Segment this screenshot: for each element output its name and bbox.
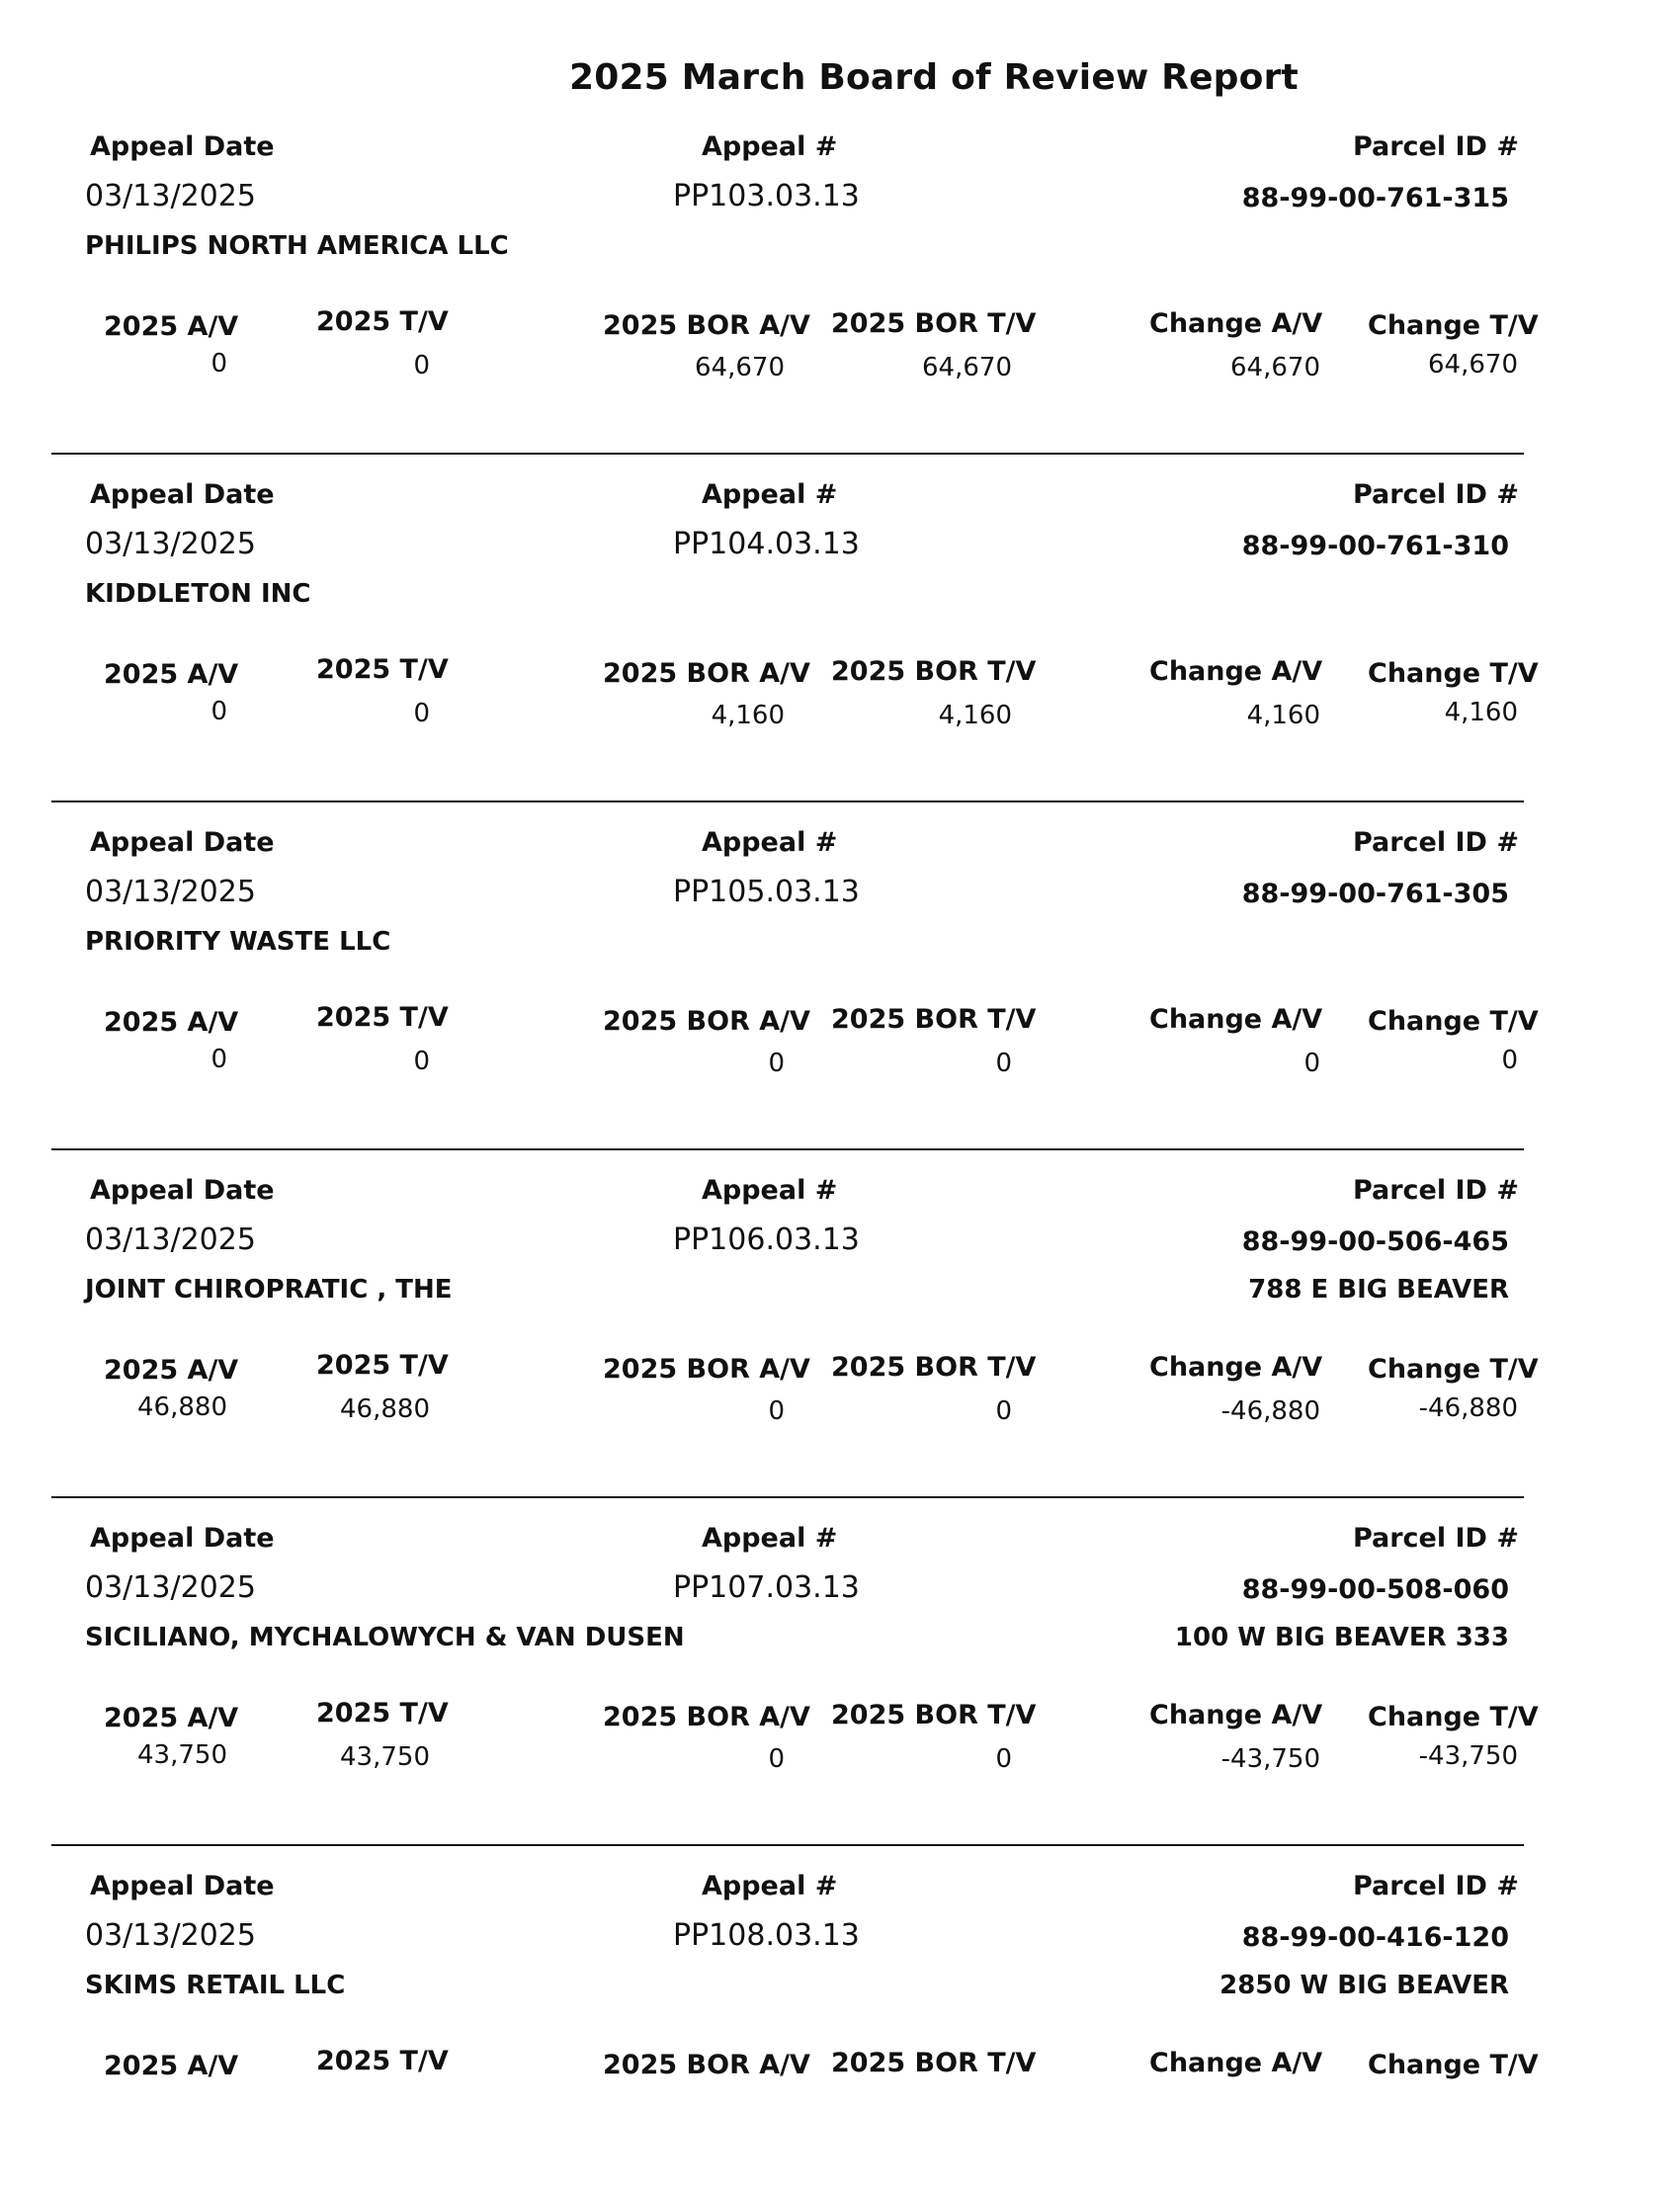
col-bor-tv-label: 2025 BOR T/V: [831, 2048, 1037, 2078]
owner-name: JOINT CHIROPRATIC , THE: [85, 1275, 453, 1305]
value-bor-av: 4,160: [711, 701, 785, 730]
parcel-id-label: Parcel ID #: [1352, 1175, 1519, 1206]
value-2025-av: 43,750: [137, 1740, 227, 1770]
owner-name: PHILIPS NORTH AMERICA LLC: [85, 231, 509, 261]
appeal-number-value: PP108.03.13: [673, 1918, 860, 1953]
appeal-date-label: Appeal Date: [90, 131, 275, 162]
col-2025-tv-label: 2025 T/V: [316, 1698, 449, 1728]
col-change-av-label: Change A/V: [1149, 656, 1323, 687]
value-bor-tv: 0: [995, 1744, 1012, 1774]
appeal-number-label: Appeal #: [702, 827, 838, 858]
appeal-date-value: 03/13/2025: [85, 1918, 256, 1953]
appeal-record: [0, 1148, 1680, 1496]
value-change-av: 64,670: [1230, 353, 1320, 382]
value-2025-av: 0: [210, 697, 227, 726]
appeal-number-value: PP107.03.13: [673, 1570, 860, 1605]
appeal-number-label: Appeal #: [702, 1871, 838, 1901]
col-bor-av-label: 2025 BOR A/V: [603, 2050, 810, 2080]
col-change-av-label: Change A/V: [1149, 308, 1323, 339]
appeal-date-value: 03/13/2025: [85, 527, 256, 561]
appeal-date-label: Appeal Date: [90, 1871, 275, 1901]
owner-name: KIDDLETON INC: [85, 579, 311, 609]
parcel-id-label: Parcel ID #: [1352, 827, 1519, 858]
value-bor-av: 64,670: [695, 353, 785, 382]
value-2025-av: 46,880: [137, 1392, 227, 1422]
parcel-id-label: Parcel ID #: [1352, 479, 1519, 510]
appeal-number-value: PP106.03.13: [673, 1222, 860, 1257]
appeal-date-label: Appeal Date: [90, 1523, 275, 1554]
appeal-date-label: Appeal Date: [90, 1175, 275, 1206]
value-2025-tv: 0: [413, 699, 430, 728]
col-change-tv-label: Change T/V: [1368, 658, 1539, 689]
col-2025-tv-label: 2025 T/V: [316, 2046, 449, 2076]
col-bor-av-label: 2025 BOR A/V: [603, 658, 810, 689]
value-bor-tv: 0: [995, 1049, 1012, 1078]
col-2025-av-label: 2025 A/V: [104, 2051, 239, 2081]
col-change-tv-label: Change T/V: [1368, 2050, 1539, 2080]
value-change-tv: 64,670: [1428, 350, 1518, 379]
value-change-tv: -43,750: [1418, 1741, 1518, 1771]
appeal-record: [0, 1496, 1680, 1844]
value-2025-tv: 0: [413, 1047, 430, 1076]
appeal-record: [0, 1844, 1680, 2192]
parcel-id-value: 88-99-00-761-310: [1241, 531, 1509, 561]
value-bor-av: 0: [768, 1744, 785, 1774]
parcel-id-label: Parcel ID #: [1352, 1523, 1519, 1554]
col-2025-tv-label: 2025 T/V: [316, 654, 449, 685]
appeal-date-value: 03/13/2025: [85, 875, 256, 909]
parcel-id-label: Parcel ID #: [1352, 131, 1519, 162]
col-change-tv-label: Change T/V: [1368, 1702, 1539, 1732]
value-change-av: 4,160: [1246, 701, 1320, 730]
value-bor-av: 0: [768, 1049, 785, 1078]
col-2025-tv-label: 2025 T/V: [316, 306, 449, 337]
appeal-number-label: Appeal #: [702, 1175, 838, 1206]
col-bor-av-label: 2025 BOR A/V: [603, 1354, 810, 1385]
col-change-tv-label: Change T/V: [1368, 1006, 1539, 1037]
col-change-tv-label: Change T/V: [1368, 310, 1539, 341]
parcel-id-value: 88-99-00-508-060: [1241, 1574, 1509, 1605]
value-change-av: -43,750: [1220, 1744, 1320, 1774]
appeal-number-label: Appeal #: [702, 1523, 838, 1554]
property-address: 2850 W BIG BEAVER: [1219, 1971, 1509, 2000]
appeal-number-value: PP105.03.13: [673, 875, 860, 909]
appeal-date-label: Appeal Date: [90, 827, 275, 858]
parcel-id-value: 88-99-00-761-315: [1241, 183, 1509, 213]
report-title: 2025 March Board of Review Report: [569, 57, 1299, 98]
col-change-av-label: Change A/V: [1149, 1700, 1323, 1730]
col-bor-tv-label: 2025 BOR T/V: [831, 1352, 1037, 1383]
col-2025-tv-label: 2025 T/V: [316, 1002, 449, 1033]
col-2025-av-label: 2025 A/V: [104, 1007, 239, 1038]
owner-name: SKIMS RETAIL LLC: [85, 1971, 346, 2000]
value-change-av: 0: [1303, 1049, 1320, 1078]
value-bor-tv: 0: [995, 1396, 1012, 1426]
col-change-tv-label: Change T/V: [1368, 1354, 1539, 1385]
col-bor-av-label: 2025 BOR A/V: [603, 310, 810, 341]
col-change-av-label: Change A/V: [1149, 1004, 1323, 1035]
value-2025-av: 0: [210, 1045, 227, 1074]
col-2025-tv-label: 2025 T/V: [316, 1350, 449, 1381]
col-bor-av-label: 2025 BOR A/V: [603, 1006, 810, 1037]
value-2025-tv: 0: [413, 351, 430, 380]
value-bor-tv: 64,670: [922, 353, 1012, 382]
appeal-record: [0, 801, 1680, 1148]
col-2025-av-label: 2025 A/V: [104, 659, 239, 690]
parcel-id-value: 88-99-00-506-465: [1241, 1226, 1509, 1257]
parcel-id-label: Parcel ID #: [1352, 1871, 1519, 1901]
col-bor-av-label: 2025 BOR A/V: [603, 1702, 810, 1732]
appeal-date-value: 03/13/2025: [85, 1570, 256, 1605]
col-bor-tv-label: 2025 BOR T/V: [831, 1700, 1037, 1730]
appeal-record: [0, 105, 1680, 453]
value-change-tv: 0: [1501, 1046, 1518, 1075]
appeal-number-label: Appeal #: [702, 131, 838, 162]
value-change-tv: -46,880: [1418, 1393, 1518, 1423]
col-bor-tv-label: 2025 BOR T/V: [831, 656, 1037, 687]
appeal-date-label: Appeal Date: [90, 479, 275, 510]
appeal-date-value: 03/13/2025: [85, 1222, 256, 1257]
appeal-number-label: Appeal #: [702, 479, 838, 510]
owner-name: PRIORITY WASTE LLC: [85, 927, 391, 957]
value-change-av: -46,880: [1220, 1396, 1320, 1426]
appeal-number-value: PP104.03.13: [673, 527, 860, 561]
col-change-av-label: Change A/V: [1149, 1352, 1323, 1383]
col-2025-av-label: 2025 A/V: [104, 311, 239, 342]
appeal-number-value: PP103.03.13: [673, 179, 860, 213]
property-address: 788 E BIG BEAVER: [1248, 1275, 1509, 1305]
value-2025-tv: 43,750: [340, 1742, 430, 1772]
col-change-av-label: Change A/V: [1149, 2048, 1323, 2078]
value-2025-av: 0: [210, 349, 227, 379]
property-address: 100 W BIG BEAVER 333: [1174, 1623, 1509, 1652]
appeal-date-value: 03/13/2025: [85, 179, 256, 213]
parcel-id-value: 88-99-00-761-305: [1241, 879, 1509, 909]
owner-name: SICILIANO, MYCHALOWYCH & VAN DUSEN: [85, 1623, 685, 1652]
col-2025-av-label: 2025 A/V: [104, 1355, 239, 1386]
appeal-record: [0, 453, 1680, 801]
value-bor-av: 0: [768, 1396, 785, 1426]
value-2025-tv: 46,880: [340, 1394, 430, 1424]
col-bor-tv-label: 2025 BOR T/V: [831, 308, 1037, 339]
col-2025-av-label: 2025 A/V: [104, 1703, 239, 1733]
value-change-tv: 4,160: [1444, 698, 1518, 727]
col-bor-tv-label: 2025 BOR T/V: [831, 1004, 1037, 1035]
value-bor-tv: 4,160: [938, 701, 1012, 730]
parcel-id-value: 88-99-00-416-120: [1241, 1922, 1509, 1953]
